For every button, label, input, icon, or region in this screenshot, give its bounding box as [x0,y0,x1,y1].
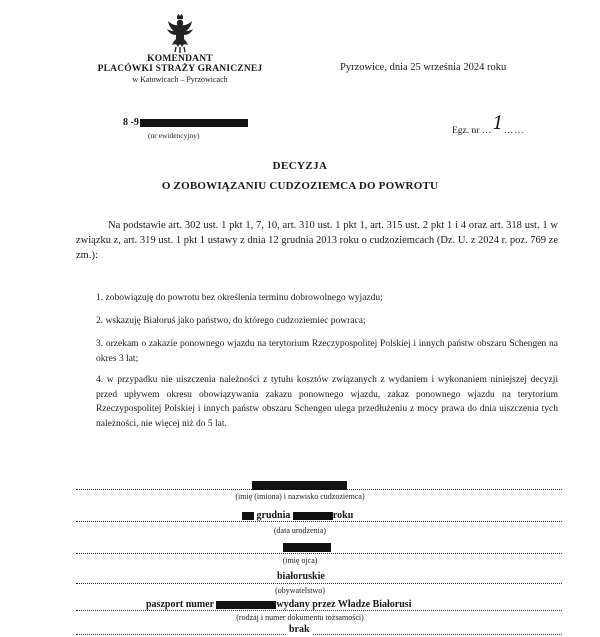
citizenship-value: białoruskie [277,571,325,582]
document-field [144,599,413,610]
dob-year-suffix: roku [332,510,354,521]
dob-field-line [76,521,562,522]
citizenship-field-line [76,583,562,584]
redaction-bar [140,119,248,127]
decision-item-2: 2. wskazuję Białoruś jako państwo, do którego cudzoziemiec powraca; [96,316,366,326]
case-number-prefix: 8 -9 [123,117,139,128]
redaction-bar [252,481,347,490]
decision-item-1: 1. zobowiązuję do powrotu bez określenia terminu dobrowolnego wyjazdu; [96,293,383,303]
last-field-line [76,634,562,635]
authority-location: w Katowicach – Pyrzowicach [132,75,228,84]
dob-field-caption: (data urodzenia) [273,526,327,535]
document-prefix: paszport numer [146,599,214,610]
redaction-bar [293,512,333,520]
case-number-caption: (nr ewidencyjny) [148,131,200,140]
decision-item-3: 3. orzekam o zakazie ponownego wjazdu na terytorium Rzeczypospolitej Polskiej i innych państw obszaru Schengen na okres 3 lat; [96,339,558,364]
case-number [123,117,248,128]
last-field-value: brak [289,624,310,635]
father-field-caption: (imię ojca) [282,556,318,565]
eagle-emblem-icon [166,14,194,54]
father-field-line [76,553,562,554]
copy-number: Egz. nr …1…… [452,113,525,136]
decision-item-4: 4. w przypadku nie uiszczenia należności z tytułu kosztów związanych z wydaniem i wykonaniem niniejszej decyzji przed upływem okresu obowiązywania zakazu ponownego wjazdu, zakaz ponownego wjazdu na terytorium Rzeczypospolitej Polskiej i innych państw obszaru Schengen ulega przedłużeniu z mocy prawa do dnia uiszczenia tych należności, nie więcej niż do 5 lat. [96,375,558,429]
document-suffix: wydany przez Władze Białorusi [276,599,412,610]
place-date: Pyrzowice, dnia 25 września 2024 roku [340,62,507,73]
redaction-bar [242,512,254,520]
copy-label: Egz. nr [452,126,480,136]
citizenship-field-caption: (obywatelstwo) [275,586,325,595]
legal-basis-paragraph: Na podstawie art. 302 ust. 1 pkt 1, 7, 10, art. 310 ust. 1 pkt 1, art. 315 ust. 2 pkt 1 i 4 oraz art. 318 ust. 1 w związku z, art. 319 ust. 1 pkt 1 ustawy z dnia 12 grudnia 2013 roku o cudzoziemcach (Dz. U. z 2024 r. poz. 769 ze zm.): [76,220,558,261]
authority-title: KOMENDANT [147,54,213,64]
dob-month: grudnia [256,510,291,521]
copy-number-value: 1 [492,113,504,134]
name-field-caption: (imię (imiona) i nazwisko cudzoziemca) [235,492,365,501]
redaction-bar [216,601,276,609]
document-field-caption: (rodzaj i numer dokumentu tożsamości) [236,613,364,622]
decision-title: DECYZJA [272,160,328,172]
document-field-line [76,610,562,611]
authority-unit: PLACÓWKI STRAŻY GRANICZNEJ [97,64,263,74]
decision-subtitle: O ZOBOWIĄZANIU CUDZOZIEMCA DO POWROTU [161,180,439,192]
authority-block [80,54,280,84]
dob-field [240,510,355,521]
redaction-bar [283,543,331,552]
